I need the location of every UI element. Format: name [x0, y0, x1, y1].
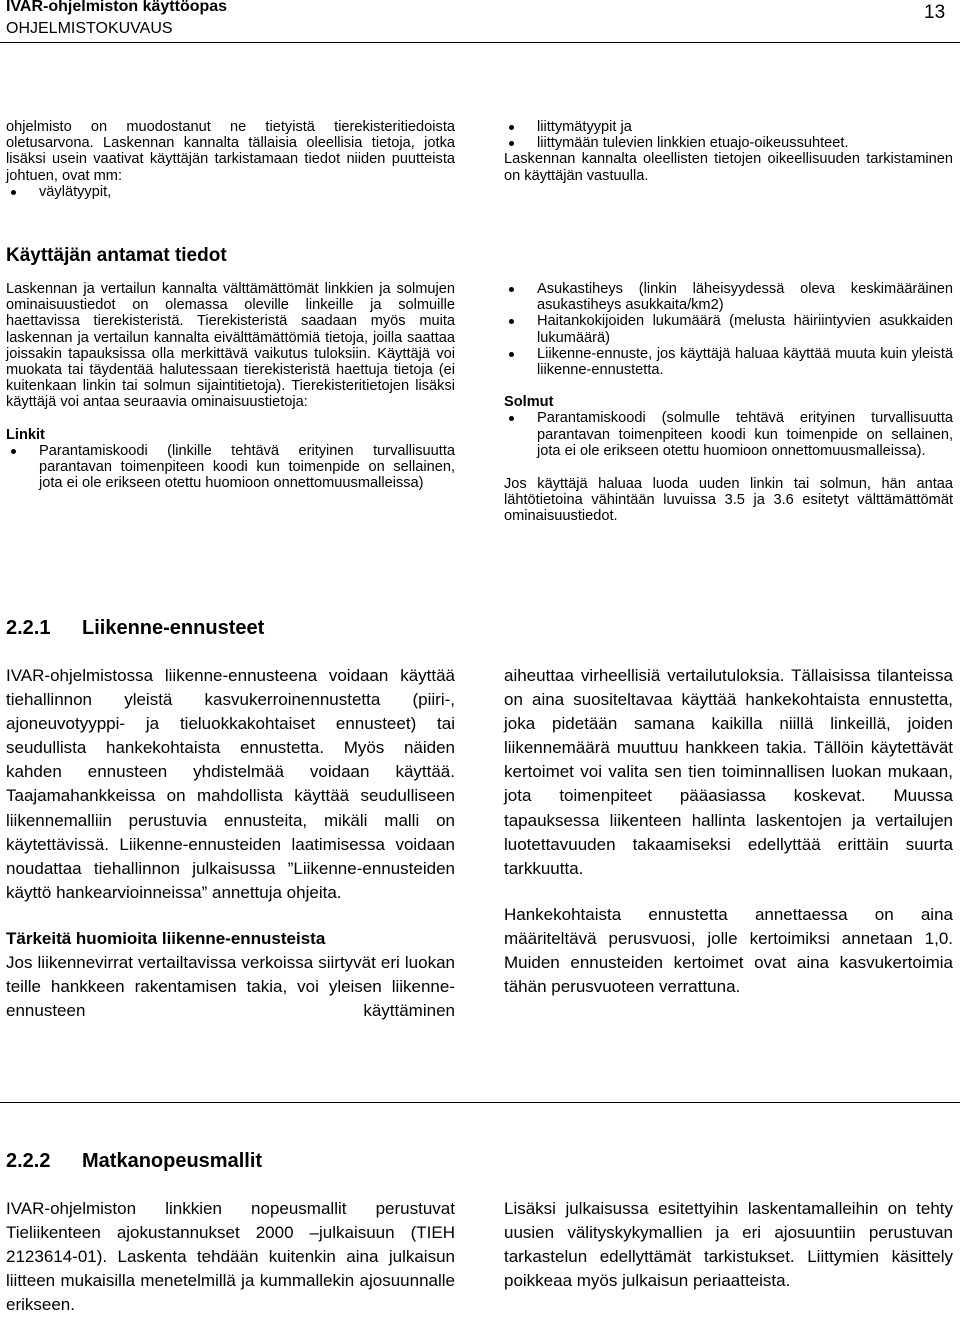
- intro-right-column: [504, 119, 953, 184]
- list-item: Parantamiskoodi (linkille tehtävä erityinen turvallisuutta parantavan toimenpiteen koodi kun toimenpide on sellainen, jota ei ole erikseen otettu huomioon onnettomuusmalleissa): [6, 443, 455, 492]
- list-item: väylätyypit,: [6, 184, 455, 200]
- links-heading: Linkit: [6, 426, 45, 443]
- list-item: Asukastiheys (linkin läheisyydessä oleva keskimääräinen asukastiheys asukkaita/km2): [504, 281, 953, 313]
- section-number: 2.2.1: [6, 617, 51, 639]
- user-data-paragraph: Laskennan ja vertailun kannalta välttämättömät linkkien ja solmujen ominaisuustiedot on olemassa oleville linkeille ja solmuille haettavissa tierekisteristä. Tierekisteristä saadaan myös muita laskennan ja vertailun kannalta eivälttämättömiä tietoja, joilla saattaa joissakin tapauksissa olla merkittävä vaikutus tuloksiin. Käyttäjä voi muokata tai täydentää halutessaan tierekisteristä haettuja tietoja (ei kuitenkaan linkin tai solmun sijaintitietoja). Tierekisteritietojen lisäksi käyttäjä voi antaa seuraavia ominaisuustietoja:: [6, 281, 455, 411]
- user-data-right-bullets: [504, 281, 953, 378]
- list-item: Haitankokijoiden lukumäärä (melusta häiriintyvien asukkaiden lukumäärä): [504, 313, 953, 345]
- section-heading-2-2-2: [6, 1150, 262, 1173]
- list-item: liittymään tulevien linkkien etuajo-oikeussuhteet.: [504, 135, 953, 151]
- section-number: 2.2.2: [6, 1150, 51, 1172]
- list-item: Liikenne-ennuste, jos käyttäjä haluaa käyttää muuta kuin yleistä liikenne-ennustetta.: [504, 346, 953, 378]
- section-title: Matkanopeusmallit: [82, 1150, 263, 1172]
- section-221-right-paragraph: aiheuttaa virheellisiä vertailutuloksia. Tällaisissa tilanteissa on aina suositeltavaa käyttää hankekohtaista ennustetta, joka pidetään samana kaikilla niillä linkeillä, joiden liikennemäärä muuttuu hankkeen takia. Tällöin käytettävät kertoimet voi valita sen tien toiminnallisen luokan mukaan, jota toimenpiteet pääasiassa koskevat. Muussa tapauksessa liikenteen hallinta laskentojen ja vertailujen luotettavuuden takaamiseksi edellyttää erittäin suurta tarkkuutta.: [504, 666, 953, 878]
- intro-right-paragraph: Laskennan kannalta oleellisten tietojen oikeellisuuden tarkistaminen on käyttäjän vastuulla.: [504, 151, 953, 184]
- intro-left-column: [6, 119, 455, 200]
- section-221-right-column: [504, 664, 953, 999]
- section-221-paragraph-2: Jos liikennevirrat vertailtavissa verkoissa siirtyvät eri luokan teille hankkeen rakentamisen takia, voi yleisen liikenne-ennusteen käyttäminen: [6, 953, 455, 1021]
- section-221-subheading: Tärkeitä huomioita liikenne-ennusteista: [6, 928, 326, 948]
- header-rule: [0, 42, 960, 43]
- section-heading-2-2-1: [6, 617, 264, 640]
- document-subtitle: OHJELMISTOKUVAUS: [6, 20, 173, 37]
- section-222-right-column: [504, 1197, 953, 1293]
- section-title: Liikenne-ennusteet: [82, 617, 265, 639]
- section-221-paragraph: IVAR-ohjelmistossa liikenne-ennusteena voidaan käyttää tiehallinnon yleistä kasvukerroinennustetta (piiri-, ajoneuvotyyppi- ja tieluokkakohtaiset ennusteet) tai seudullista hankekohtaista ennustetta. Myös näiden kahden ennusteen yhdistelmää voidaan käyttää. Taajamahankkeissa on mahdollista käyttää seudulliseen liikennemalliin perustuvia ennusteita, mikäli malli on käytettävissä. Liikenne-ennusteiden laatimisessa voidaan noudattaa tiehallinnon julkaisussa ”Liikenne-ennusteiden käyttö hankearvioinneissa” annettuja ohjeita.: [6, 666, 455, 902]
- user-data-closing-paragraph: Jos käyttäjä haluaa luoda uuden linkin tai solmun, hän antaa lähtötietoina vähintään luvuissa 3.5 ja 3.6 esitetyt välttämättömät ominaisuustiedot.: [504, 476, 953, 525]
- user-data-left-column: [6, 281, 455, 491]
- user-data-right-column: [504, 281, 953, 525]
- document-title: IVAR-ohjelmiston käyttöopas: [6, 0, 228, 15]
- section-222-paragraph: IVAR-ohjelmiston linkkien nopeusmallit perustuvat Tieliikenteen ajokustannukset 2000 –julkaisuun (TIEH 2123614-01). Laskenta tehdään kuitenkin aina julkaisun liitteen mukaisilla menetelmillä ja kummallekin ajosuunnalle erikseen.: [6, 1199, 455, 1315]
- section-divider: [0, 1102, 960, 1103]
- page-number: 13: [924, 2, 946, 23]
- section-221-right-paragraph-2: Hankekohtaista ennustetta annettaessa on aina määriteltävä perusvuosi, jolle kertoimiksi annetaan 1,0. Muiden ennusteiden kertoimet ovat aina kasvukertoimia tähän perusvuoteen verrattuna.: [504, 904, 953, 997]
- section-222-right-paragraph: Lisäksi julkaisussa esitettyihin laskentamalleihin on tehty uusien välityskykymallien ja eri ajosuuntiin perustuvan tarkastelun edellyttämät tarkistukset. Liittymien käsittely poikkeaa myös julkaisun periaatteista.: [504, 1199, 953, 1291]
- list-item: liittymätyypit ja: [504, 119, 953, 135]
- section-heading-user-data: Käyttäjän antamat tiedot: [6, 245, 227, 266]
- list-item: Parantamiskoodi (solmulle tehtävä erityinen turvallisuutta parantavan toimenpiteen koodi kun toimenpide on sellainen, jota ei ole erikseen otettu huomioon onnettomuusmalleissa).: [504, 410, 953, 459]
- intro-left-bullets: [6, 184, 455, 200]
- page-header: [0, 0, 960, 42]
- section-222-left-column: [6, 1197, 455, 1317]
- nodes-bullets: [504, 410, 953, 459]
- links-bullets: [6, 443, 455, 492]
- nodes-heading: Solmut: [504, 394, 554, 411]
- intro-paragraph: ohjelmisto on muodostanut ne tietyistä tierekisteritiedoista oletusarvona. Laskennan kannalta tällaisia oleellisia tietoja, jotka lisäksi usein vaativat käyttäjän tarkistamaan tiedot niiden puutteista johtuen, ovat mm:: [6, 119, 455, 184]
- intro-right-bullets: [504, 119, 953, 151]
- section-221-left-column: [6, 664, 455, 1023]
